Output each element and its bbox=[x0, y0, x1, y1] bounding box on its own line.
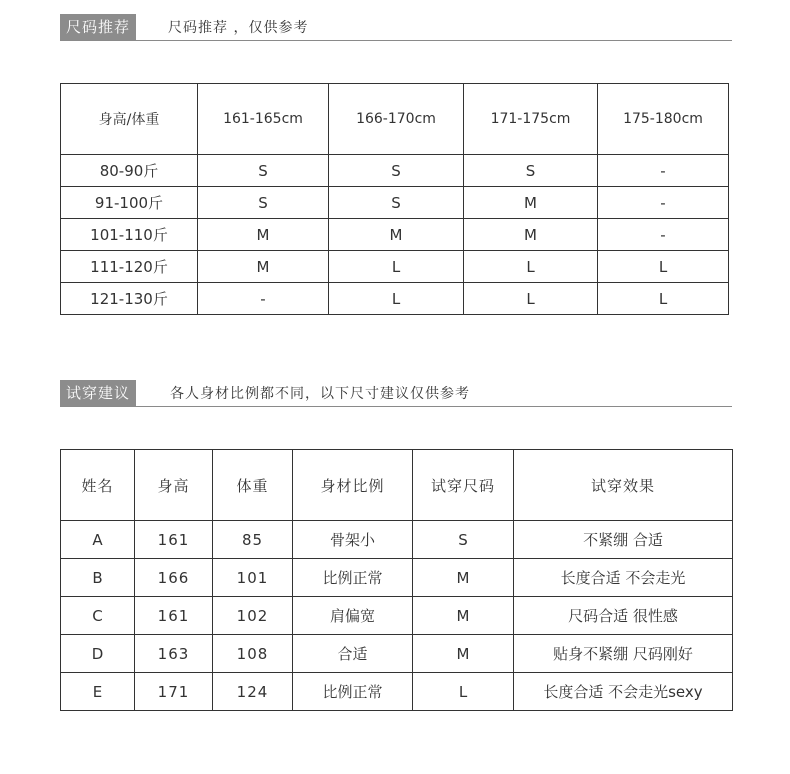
size-cell: L bbox=[598, 251, 729, 283]
body-type-cell: 合适 bbox=[293, 635, 413, 673]
weight-range-cell: 111-120斤 bbox=[61, 251, 198, 283]
size-table-header-cell: 166-170cm bbox=[329, 84, 464, 155]
try-section-header bbox=[60, 380, 732, 407]
try-on-table bbox=[60, 449, 733, 711]
table-row bbox=[61, 155, 729, 187]
weight-cell: 85 bbox=[213, 521, 293, 559]
table-row bbox=[61, 521, 733, 559]
fit-effect-cell: 贴身不紧绷 尺码刚好 bbox=[514, 635, 733, 673]
size-section-header bbox=[60, 14, 732, 41]
table-row bbox=[61, 187, 729, 219]
try-table-header-cell: 姓名 bbox=[61, 450, 135, 521]
try-table-header-cell: 体重 bbox=[213, 450, 293, 521]
height-cell: 163 bbox=[135, 635, 213, 673]
size-table-header-cell: 171-175cm bbox=[464, 84, 598, 155]
table-row bbox=[61, 283, 729, 315]
try-table-header-cell: 试穿效果 bbox=[514, 450, 733, 521]
table-row bbox=[61, 673, 733, 711]
height-cell: 171 bbox=[135, 673, 213, 711]
try-table-header-row bbox=[61, 450, 733, 521]
table-row bbox=[61, 251, 729, 283]
name-cell: B bbox=[61, 559, 135, 597]
body-type-cell: 肩偏宽 bbox=[293, 597, 413, 635]
height-cell: 161 bbox=[135, 521, 213, 559]
try-size-cell: M bbox=[413, 597, 514, 635]
size-section-tag: 尺码推荐 bbox=[60, 14, 136, 40]
name-cell: C bbox=[61, 597, 135, 635]
body-type-cell: 比例正常 bbox=[293, 673, 413, 711]
try-section-subtitle: 各人身材比例都不同，以下尺寸建议仅供参考 bbox=[170, 386, 470, 402]
size-section-subtitle: 尺码推荐 ，仅供参考 bbox=[168, 20, 309, 36]
fit-effect-cell: 尺码合适 很性感 bbox=[514, 597, 733, 635]
table-row bbox=[61, 597, 733, 635]
size-table-header-cell: 161-165cm bbox=[198, 84, 329, 155]
try-size-cell: M bbox=[413, 635, 514, 673]
try-size-cell: S bbox=[413, 521, 514, 559]
size-cell: L bbox=[464, 283, 598, 315]
weight-cell: 108 bbox=[213, 635, 293, 673]
size-cell: M bbox=[329, 219, 464, 251]
try-size-cell: M bbox=[413, 559, 514, 597]
size-cell: L bbox=[598, 283, 729, 315]
height-cell: 161 bbox=[135, 597, 213, 635]
size-cell: M bbox=[464, 187, 598, 219]
try-section-tag: 试穿建议 bbox=[60, 380, 136, 406]
height-cell: 166 bbox=[135, 559, 213, 597]
try-table-header-cell: 身高 bbox=[135, 450, 213, 521]
body-type-cell: 比例正常 bbox=[293, 559, 413, 597]
size-cell: - bbox=[598, 219, 729, 251]
size-cell: - bbox=[598, 187, 729, 219]
size-cell: M bbox=[198, 251, 329, 283]
weight-cell: 124 bbox=[213, 673, 293, 711]
weight-cell: 101 bbox=[213, 559, 293, 597]
table-row bbox=[61, 635, 733, 673]
size-cell: - bbox=[598, 155, 729, 187]
name-cell: D bbox=[61, 635, 135, 673]
body-type-cell: 骨架小 bbox=[293, 521, 413, 559]
fit-effect-cell: 长度合适 不会走光 bbox=[514, 559, 733, 597]
size-cell: S bbox=[464, 155, 598, 187]
size-recommendation-table bbox=[60, 83, 729, 315]
try-table-header-cell: 身材比例 bbox=[293, 450, 413, 521]
size-table-header-row bbox=[61, 84, 729, 155]
size-cell: L bbox=[464, 251, 598, 283]
size-cell: S bbox=[329, 187, 464, 219]
table-row bbox=[61, 219, 729, 251]
fit-effect-cell: 不紧绷 合适 bbox=[514, 521, 733, 559]
table-row bbox=[61, 559, 733, 597]
size-cell: S bbox=[198, 187, 329, 219]
size-cell: L bbox=[329, 283, 464, 315]
weight-range-cell: 121-130斤 bbox=[61, 283, 198, 315]
weight-range-cell: 80-90斤 bbox=[61, 155, 198, 187]
size-cell: S bbox=[198, 155, 329, 187]
size-table-header-cell: 身高/体重 bbox=[61, 84, 198, 155]
size-cell: M bbox=[198, 219, 329, 251]
try-size-cell: L bbox=[413, 673, 514, 711]
weight-range-cell: 91-100斤 bbox=[61, 187, 198, 219]
name-cell: A bbox=[61, 521, 135, 559]
fit-effect-cell: 长度合适 不会走光sexy bbox=[514, 673, 733, 711]
try-table-header-cell: 试穿尺码 bbox=[413, 450, 514, 521]
weight-cell: 102 bbox=[213, 597, 293, 635]
size-cell: - bbox=[198, 283, 329, 315]
size-table-header-cell: 175-180cm bbox=[598, 84, 729, 155]
weight-range-cell: 101-110斤 bbox=[61, 219, 198, 251]
name-cell: E bbox=[61, 673, 135, 711]
size-cell: M bbox=[464, 219, 598, 251]
size-cell: L bbox=[329, 251, 464, 283]
size-cell: S bbox=[329, 155, 464, 187]
